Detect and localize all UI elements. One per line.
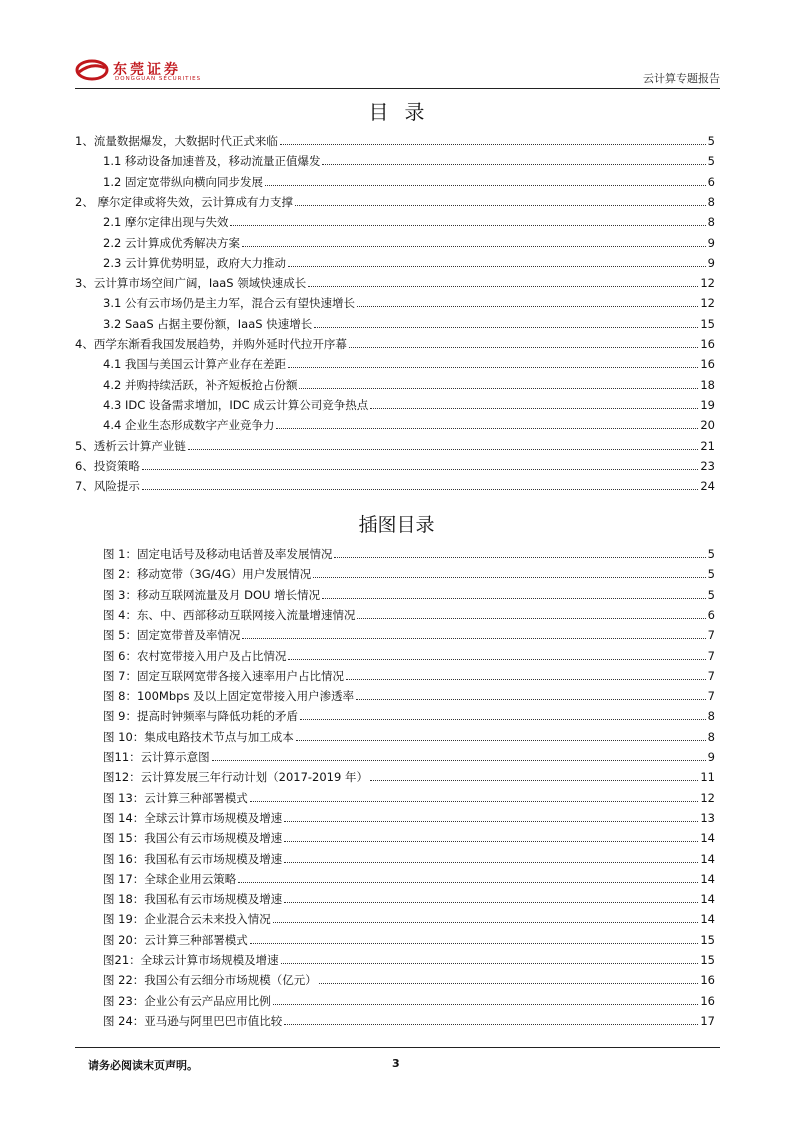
figure-leader-dots [357,617,705,619]
toc-leader-dots [188,448,699,450]
toc-leader-dots [370,407,698,409]
toc-entry-page: 19 [700,397,715,412]
toc-entry-page: 12 [700,276,715,291]
figure-leader-dots [281,962,699,964]
toc-entry[interactable] [103,313,715,331]
figure-entry-page: 16 [700,973,715,988]
toc-entry-page: 5 [707,154,715,169]
figure-entry[interactable] [103,604,715,622]
figure-entry[interactable] [103,807,715,825]
toc-entry-page: 8 [707,215,715,230]
figure-entry-page: 16 [700,993,715,1008]
figure-entry-page: 5 [707,567,715,582]
header-divider [75,88,720,89]
toc-entry[interactable] [103,414,715,432]
toc-entry[interactable] [75,130,715,148]
footer-divider [75,1047,720,1048]
figure-entry[interactable] [103,665,715,683]
footer-disclaimer: 请务必阅读末页声明。 [88,1059,198,1072]
figure-leader-dots [242,637,705,639]
toc-entry-page: 9 [707,255,715,270]
figure-entry[interactable] [103,1010,715,1028]
figure-entry-text: 图 16：我国私有云市场规模及增速 [103,851,283,866]
toc-entry-text: 6、投资策略 [75,458,140,473]
figure-entry[interactable] [103,766,715,784]
figure-leader-dots [284,1023,698,1025]
page-number: 3 [392,1057,400,1070]
figure-entry[interactable] [103,908,715,926]
figure-entry[interactable] [103,848,715,866]
figure-entry-text: 图 15：我国公有云市场规模及增速 [103,831,283,846]
toc-entry[interactable] [103,252,715,270]
toc-entry-page: 18 [700,377,715,392]
toc-leader-dots [357,305,698,307]
toc-entry-text: 2、 摩尔定律或将失效，云计算成有力支撑 [75,194,293,209]
toc-entry[interactable] [103,394,715,412]
figure-entry-page: 13 [700,810,715,825]
figure-entry[interactable] [103,746,715,764]
figure-entry[interactable] [103,868,715,886]
figure-entry-text: 图 1：固定电话号及移动电话普及率发展情况 [103,547,333,561]
toc-entry-page: 24 [700,479,715,494]
figure-leader-dots [346,678,706,680]
toc-entry-text: 4.4 企业生态形成数字产业竞争力 [103,418,275,433]
figure-leader-dots [284,840,698,842]
figure-entry-page: 5 [707,547,715,561]
toc-entry-text: 1.2 固定宽带纵向横向同步发展 [103,174,263,189]
figure-entry-text: 图 10：集成电路技术节点与加工成本 [103,729,294,744]
toc-entry-text: 4.3 IDC 设备需求增加，IDC 成云计算公司竞争热点 [103,397,369,412]
toc-entry-page: 23 [700,458,715,473]
toc-entry[interactable] [103,232,715,250]
toc-leader-dots [276,427,698,429]
toc-entry-text: 7、风险提示 [75,479,140,494]
page-header [75,52,720,88]
figure-entry-text: 图 17：全球企业用云策略 [103,871,237,886]
figure-entry-text: 图12：云计算发展三年行动计划（2017-2019 年） [103,770,368,785]
figure-entry-page: 14 [700,892,715,907]
figure-entry-text: 图 14：全球云计算市场规模及增速 [103,810,283,825]
figure-leader-dots [313,576,705,578]
figure-entry-text: 图 3：移动互联网流量及月 DOU 增长情况 [103,587,321,602]
figure-entry[interactable] [103,705,715,723]
report-type-label: 云计算专题报告 [643,72,720,85]
toc-entry-page: 16 [700,337,715,351]
toc-leader-dots [308,285,698,287]
figure-entry-text: 图 4：东、中、西部移动互联网接入流量增速情况 [103,607,356,622]
figure-entry-page: 9 [707,750,715,764]
figure-entry[interactable] [103,990,715,1008]
toc-entry-text: 2.1 摩尔定律出现与失效 [103,215,229,230]
toc-entry-text: 3、云计算市场空间广阔，IaaS 领域快速成长 [75,276,307,291]
figure-entry-page: 15 [700,932,715,947]
toc-entry-page: 6 [707,174,715,189]
toc-entry[interactable] [75,272,715,290]
figure-leader-dots [273,1003,699,1005]
figure-entry[interactable] [103,645,715,663]
toc-leader-dots [288,265,706,267]
figure-leader-dots [238,881,698,883]
toc-leader-dots [349,346,699,348]
logo-text-en: DONGGUAN SECURITIES [115,76,202,82]
figure-entry-page: 15 [700,953,715,967]
logo-mark-icon [75,58,109,82]
figure-leader-dots [284,820,698,822]
toc-leader-dots [314,326,698,328]
toc-entry[interactable] [103,150,715,168]
toc-entry[interactable] [75,475,715,493]
toc-entry-text: 4.2 并购持续活跃，补齐短板抢占份额 [103,377,298,392]
toc-entry[interactable] [75,455,715,473]
figure-leader-dots [356,698,706,700]
figure-leader-dots [334,556,705,558]
figure-entry[interactable] [103,685,715,703]
figure-entry-text: 图 24：亚马逊与阿里巴巴市值比较 [103,1013,283,1028]
figure-leader-dots [212,759,706,761]
figure-entry-text: 图 23：企业公有云产品应用比例 [103,993,271,1008]
toc-entry-text: 3.2 SaaS 占据主要份额，IaaS 快速增长 [103,316,313,331]
figure-entry[interactable] [103,563,715,581]
figure-entry[interactable] [103,624,715,642]
figure-entry-page: 6 [707,607,715,622]
toc-entry-page: 5 [707,134,715,148]
toc-entry[interactable] [75,333,715,351]
figure-entry-text: 图11：云计算示意图 [103,750,210,764]
toc-entry[interactable] [103,292,715,310]
figure-entry-page: 8 [707,729,715,744]
figure-leader-dots [296,739,706,741]
figure-leader-dots [250,942,699,944]
figure-entry-text: 图 8：100Mbps 及以上固定宽带接入用户渗透率 [103,689,355,704]
figure-entry[interactable] [103,929,715,947]
figure-entry-page: 17 [700,1013,715,1028]
figure-leader-dots [322,597,706,599]
toc-entry-text: 4.1 我国与美国云计算产业存在差距 [103,357,286,372]
figures-title: 插图目录 [358,514,435,536]
toc-entry[interactable] [75,191,715,209]
figure-entry-text: 图 5：固定宽带普及率情况 [103,628,241,643]
figure-entry-page: 7 [707,628,715,643]
figure-leader-dots [370,779,698,781]
toc-entry-text: 3.1 公有云市场仍是主力军，混合云有望快速增长 [103,296,355,311]
toc-entry-page: 21 [700,438,715,453]
figure-entry-page: 14 [700,871,715,886]
figure-entry-page: 7 [707,689,715,704]
figure-entry[interactable] [103,969,715,987]
figure-entry[interactable] [103,584,715,602]
toc-entry-text: 4、西学东渐看我国发展趋势，并购外延时代拉开序幕 [75,337,347,351]
figure-entry-page: 8 [707,709,715,724]
figure-entry-page: 11 [700,770,715,785]
toc-leader-dots [295,204,706,206]
figure-entry-page: 7 [707,668,715,683]
figure-entry[interactable] [103,726,715,744]
toc-leader-dots [142,468,699,470]
toc-entry[interactable] [103,211,715,229]
figure-entry-text: 图 9：提高时钟频率与降低功耗的矛盾 [103,709,298,724]
figure-entry-text: 图 13：云计算三种部署模式 [103,790,248,805]
toc-leader-dots [322,163,705,165]
figure-entry-page: 7 [707,648,715,663]
figure-entry[interactable] [103,827,715,845]
toc-entry-text: 5、透析云计算产业链 [75,438,186,453]
logo-text-cn: 东莞证券 [113,62,181,78]
figure-leader-dots [319,982,699,984]
figure-entry-text: 图 2：移动宽带（3G/4G）用户发展情况 [103,567,312,582]
toc-leader-dots [265,184,706,186]
toc-entry-page: 12 [700,296,715,311]
toc-leader-dots [299,387,698,389]
toc-entry-page: 16 [700,357,715,372]
figure-entry-page: 14 [700,831,715,846]
toc-leader-dots [242,245,706,247]
figure-entry-page: 12 [700,790,715,805]
figure-leader-dots [284,901,698,903]
figure-leader-dots [284,861,698,863]
figure-entry-text: 图 22：我国公有云细分市场规模（亿元） [103,973,317,988]
toc-entry-page: 15 [700,316,715,331]
figure-entry[interactable] [103,949,715,967]
figure-entry-text: 图 20：云计算三种部署模式 [103,932,248,947]
toc-leader-dots [230,224,705,226]
figure-leader-dots [250,800,699,802]
figure-leader-dots [273,921,699,923]
toc-entry[interactable] [75,435,715,453]
toc-title: 目录 [368,100,441,124]
toc-entry-page: 9 [707,235,715,250]
figure-entry[interactable] [103,888,715,906]
figure-leader-dots [288,658,705,660]
figure-entry[interactable] [103,787,715,805]
figure-entry-page: 14 [700,912,715,927]
company-logo [75,58,235,86]
toc-entry[interactable] [103,171,715,189]
figure-entry[interactable] [103,543,715,561]
figure-entry-text: 图 6：农村宽带接入用户及占比情况 [103,648,287,663]
toc-entry-text: 1.1 移动设备加速普及，移动流量正值爆发 [103,154,321,169]
toc-entry-text: 2.2 云计算成优秀解决方案 [103,235,240,250]
toc-leader-dots [280,143,706,145]
toc-leader-dots [288,366,698,368]
figure-leader-dots [300,718,706,720]
figure-entry-text: 图 7：固定互联网宽带各接入速率用户占比情况 [103,668,344,683]
figure-entry-text: 图 18：我国私有云市场规模及增速 [103,892,283,907]
figure-entry-text: 图21：全球云计算市场规模及增速 [103,953,279,967]
toc-entry-page: 20 [700,418,715,433]
toc-entry-page: 8 [707,194,715,209]
toc-leader-dots [142,488,699,490]
figure-entry-page: 5 [707,587,715,602]
figure-entry-page: 14 [700,851,715,866]
toc-entry[interactable] [103,374,715,392]
toc-entry[interactable] [103,353,715,371]
toc-entry-text: 2.3 云计算优势明显，政府大力推动 [103,255,286,270]
figure-entry-text: 图 19：企业混合云未来投入情况 [103,912,271,927]
toc-entry-text: 1、流量数据爆发，大数据时代正式来临 [75,134,278,148]
